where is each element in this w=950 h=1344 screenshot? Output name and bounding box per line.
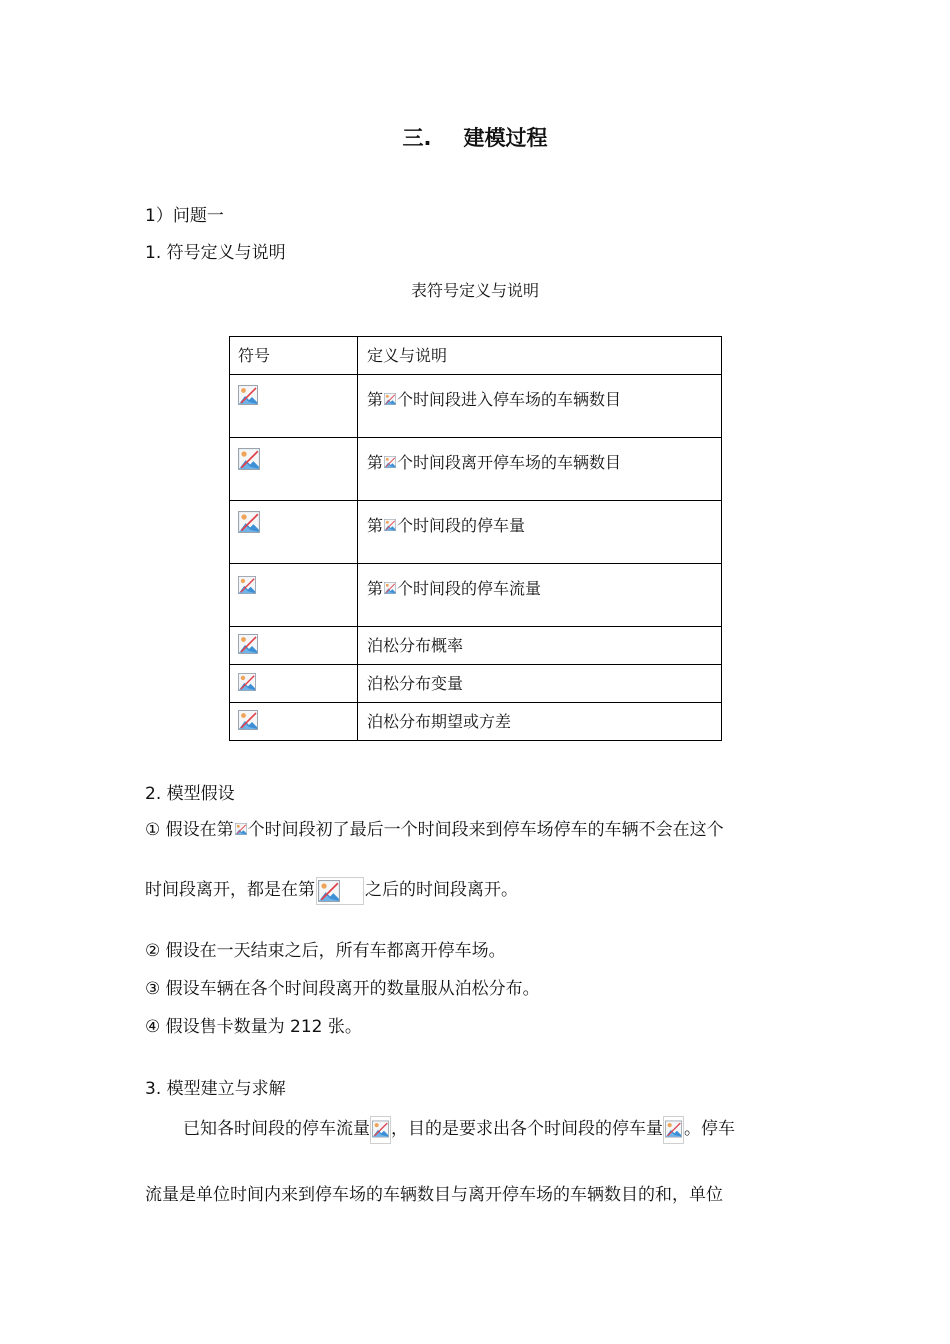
broken-image-icon [238, 448, 260, 470]
header-symbol: 符号 [230, 337, 358, 375]
header-definition: 定义与说明 [358, 337, 722, 375]
table-row [230, 564, 722, 627]
assumption-1-text-a: ① 假设在第 [145, 820, 234, 840]
assumption-1-text-b: 个时间段初了最后一个时间段来到停车场停车的车辆不会在这个 [247, 820, 724, 840]
definition-prefix: 第 [367, 516, 384, 535]
section-model-heading: 3. 模型建立与求解 [145, 1079, 286, 1099]
definition-text: 个时间段离开停车场的车辆数目 [397, 453, 622, 472]
broken-image-frame [316, 877, 364, 905]
symbol-cell [230, 501, 358, 564]
table-row [230, 438, 722, 501]
heading-text: 建模过程 [463, 126, 548, 150]
table-row [230, 627, 722, 665]
definition-text: 个时间段的停车流量 [397, 579, 542, 598]
section-heading [0, 122, 950, 152]
assumption-1-text-d: 之后的时间段离开。 [365, 880, 518, 900]
table-row [230, 375, 722, 438]
definition-cell [358, 375, 722, 438]
broken-image-icon [238, 672, 256, 692]
definition-text: 泊松分布变量 [367, 674, 464, 693]
table-row [230, 665, 722, 703]
broken-image-icon [384, 452, 396, 476]
definition-prefix: 第 [367, 453, 384, 472]
definition-cell [358, 438, 722, 501]
definition-text: 个时间段进入停车场的车辆数目 [397, 390, 622, 409]
definition-cell [358, 627, 722, 665]
symbol-cell [230, 375, 358, 438]
broken-image-icon [238, 710, 258, 730]
assumption-1-text-c: 时间段离开，都是在第 [145, 880, 315, 900]
problem-label: 1）问题一 [145, 206, 224, 226]
broken-image-icon [384, 515, 396, 539]
paragraph-text-a: 已知各时间段的停车流量 [183, 1119, 370, 1139]
symbol-cell [230, 564, 358, 627]
assumption-2: ② 假设在一天结束之后，所有车都离开停车场。 [145, 941, 506, 961]
broken-image-icon [238, 574, 256, 596]
broken-image-icon [384, 578, 396, 602]
table-header-row [230, 337, 722, 375]
broken-image-frame [663, 1116, 684, 1144]
symbol-cell [230, 438, 358, 501]
table-caption: 表符号定义与说明 [410, 281, 539, 300]
table-row [230, 501, 722, 564]
symbol-cell [230, 665, 358, 703]
definition-cell [358, 703, 722, 741]
section-assumptions-heading: 2. 模型假设 [145, 784, 235, 804]
symbol-table [229, 336, 722, 741]
broken-image-icon [235, 819, 247, 844]
paragraph-line-2: 流量是单位时间内来到停车场的车辆数目与离开停车场的车辆数目的和，单位 [145, 1185, 723, 1205]
symbol-cell [230, 703, 358, 741]
paragraph-line-1 [183, 1114, 735, 1144]
broken-image-icon [238, 634, 258, 654]
assumption-4: ④ 假设售卡数量为 212 张。 [145, 1017, 362, 1037]
paragraph-text-c: 。停车 [684, 1119, 735, 1139]
broken-image-frame [370, 1116, 391, 1144]
table-row [230, 703, 722, 741]
broken-image-icon [384, 389, 396, 413]
assumption-3: ③ 假设车辆在各个时间段离开的数量服从泊松分布。 [145, 979, 540, 999]
symbol-cell [230, 627, 358, 665]
definition-prefix: 第 [367, 579, 384, 598]
section-symbols-heading: 1. 符号定义与说明 [145, 243, 286, 263]
definition-cell [358, 501, 722, 564]
paragraph-text-b: ，目的是要求出各个时间段的停车量 [391, 1119, 663, 1139]
definition-text: 个时间段的停车量 [397, 516, 526, 535]
definition-cell [358, 564, 722, 627]
definition-cell [358, 665, 722, 703]
assumption-1 [145, 815, 724, 844]
definition-text: 泊松分布期望或方差 [367, 712, 512, 731]
assumption-1-continued [145, 875, 518, 905]
broken-image-icon [238, 385, 258, 405]
heading-number: 三. [402, 126, 432, 150]
definition-prefix: 第 [367, 390, 384, 409]
definition-text: 泊松分布概率 [367, 636, 464, 655]
broken-image-icon [238, 511, 260, 533]
